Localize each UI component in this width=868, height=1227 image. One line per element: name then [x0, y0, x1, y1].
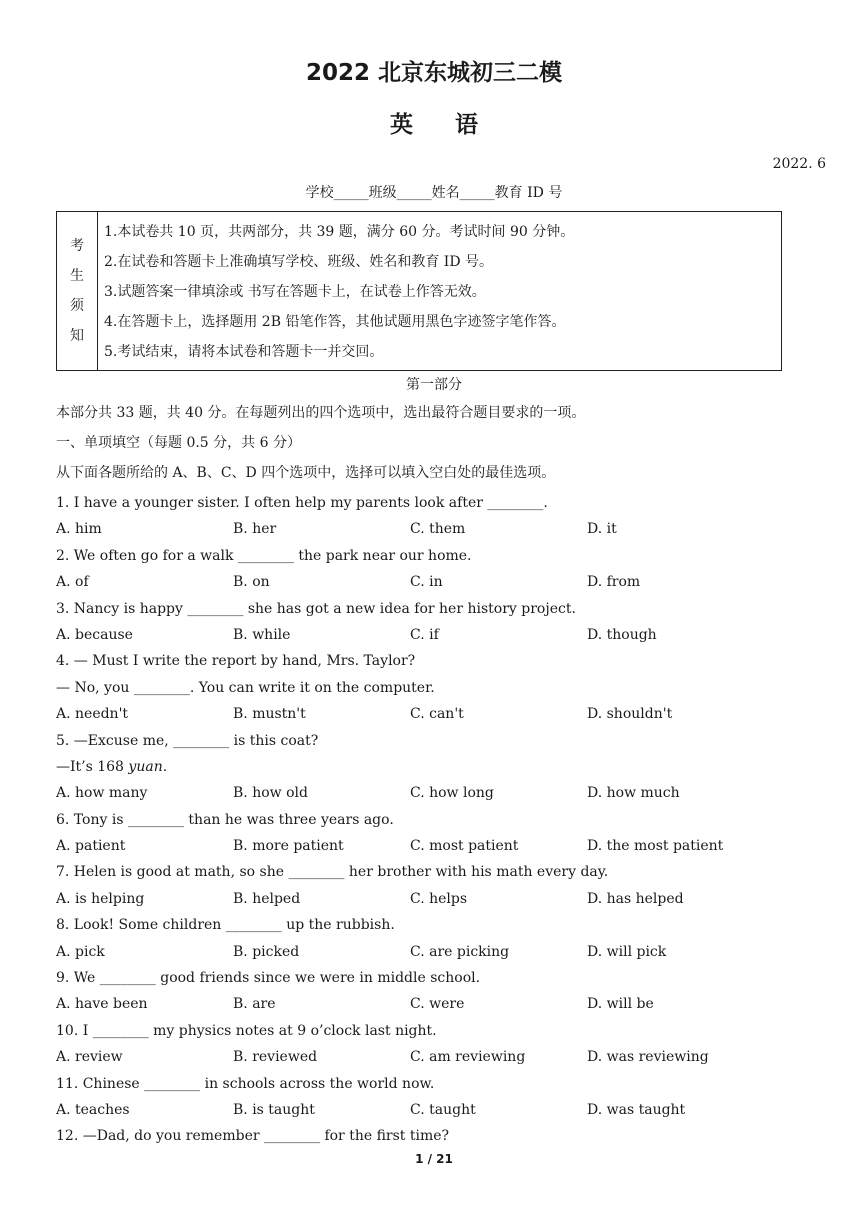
answer-option: B. more patient	[233, 838, 344, 855]
answer-option: B. is taught	[233, 1101, 315, 1118]
question-item	[56, 651, 816, 730]
answer-option: A. because	[56, 626, 133, 643]
answer-options	[56, 942, 816, 968]
notice-label-char: 考	[70, 238, 84, 254]
answer-options	[56, 704, 816, 730]
question-item	[56, 810, 816, 863]
answer-options	[56, 572, 816, 598]
answer-option: C. how long	[410, 785, 494, 802]
answer-option: C. were	[410, 996, 465, 1013]
answer-option: A. review	[56, 1049, 123, 1066]
answer-option: C. most patient	[410, 838, 519, 855]
question-item	[56, 599, 816, 652]
question-stem: —It’s 168 yuan.	[56, 758, 168, 775]
question-stem: 11. Chinese ________ in schools across the world now.	[56, 1075, 435, 1092]
part-intro: 本部分共 33 题，共 40 分。在每题列出的四个选项中，选出最符合题目要求的一项。	[56, 405, 586, 421]
question-stem: 4. — Must I write the report by hand, Mrs. Taylor?	[56, 653, 416, 670]
question-item	[56, 731, 816, 810]
section-instruction: 从下面各题所给的 A、B、C、D 四个选项中，选择可以填入空白处的最佳选项。	[56, 465, 556, 481]
question-stem: 5. —Excuse me, ________ is this coat?	[56, 732, 319, 749]
question-item	[56, 493, 816, 546]
exam-title: 2022 北京东城初三二模	[305, 60, 563, 86]
notice-item: 4.在答题卡上，选择题用 2B 铅笔作答，其他试题用黑色字迹签字笔作答。	[104, 314, 566, 330]
answer-option: D. was taught	[587, 1101, 686, 1118]
answer-option: C. taught	[410, 1101, 476, 1118]
answer-option: B. on	[233, 574, 270, 591]
answer-options	[56, 783, 816, 809]
question-stem: 3. Nancy is happy ________ she has got a new idea for her history project.	[56, 600, 576, 617]
answer-option: A. pick	[56, 943, 105, 960]
notice-item: 2.在试卷和答题卡上准确填写学校、班级、姓名和教育 ID 号。	[104, 254, 494, 270]
part-one-content	[56, 403, 816, 1153]
answer-option: A. needn't	[56, 706, 129, 723]
answer-option: C. them	[410, 521, 466, 538]
answer-option: B. helped	[233, 890, 301, 907]
question-item	[56, 968, 816, 1021]
answer-option: A. him	[56, 521, 102, 538]
answer-option: A. how many	[56, 785, 148, 802]
answer-options	[56, 625, 816, 651]
answer-option: C. can't	[410, 706, 464, 723]
answer-option: D. will be	[587, 996, 654, 1013]
answer-options	[56, 836, 816, 862]
question-stem: 6. Tony is ________ than he was three years ago.	[56, 811, 394, 828]
question-stem: 10. I ________ my physics notes at 9 o’clock last night.	[56, 1022, 437, 1039]
question-item	[56, 915, 816, 968]
answer-option: D. was reviewing	[587, 1049, 709, 1066]
answer-option: B. her	[233, 521, 277, 538]
question-item	[56, 1126, 816, 1152]
answer-option: D. will pick	[587, 943, 667, 960]
notice-items	[98, 212, 574, 370]
answer-option: D. shouldn't	[587, 706, 673, 723]
answer-option: A. teaches	[56, 1101, 130, 1118]
answer-option: A. patient	[56, 838, 126, 855]
student-info-line: 学校_____班级_____姓名_____教育 ID 号	[305, 185, 563, 201]
answer-option: B. reviewed	[233, 1049, 318, 1066]
question-stem: 9. We ________ good friends since we were in middle school.	[56, 970, 481, 987]
question-item	[56, 546, 816, 599]
question-item	[56, 862, 816, 915]
answer-option: D. has helped	[587, 890, 684, 907]
notice-item: 3.试题答案一律填涂或 书写在答题卡上，在试卷上作答无效。	[104, 284, 486, 300]
question-item	[56, 1021, 816, 1074]
notice-item: 5.考试结束，请将本试卷和答题卡一并交回。	[104, 344, 384, 360]
answer-options	[56, 1100, 816, 1126]
answer-option: D. it	[587, 521, 617, 538]
answer-option: B. while	[233, 626, 291, 643]
answer-options	[56, 994, 816, 1020]
subject-title: 英语	[390, 112, 520, 138]
question-stem: 7. Helen is good at math, so she ________ her brother with his math every day.	[56, 864, 609, 881]
answer-options	[56, 1047, 816, 1073]
answer-option: D. the most patient	[587, 838, 724, 855]
notice-label	[57, 212, 98, 370]
question-stem: 2. We often go for a walk ________ the park near our home.	[56, 547, 472, 564]
page-number: 1 / 21	[415, 1152, 453, 1166]
answer-option: B. picked	[233, 943, 300, 960]
question-stem: 12. —Dad, do you remember ________ for the first time?	[56, 1128, 450, 1145]
answer-option: D. how much	[587, 785, 680, 802]
answer-options	[56, 519, 816, 545]
notice-label-char: 生	[70, 268, 84, 284]
answer-option: A. is helping	[56, 890, 145, 907]
answer-options	[56, 889, 816, 915]
exam-date: 2022. 6	[772, 156, 826, 172]
part-one-title: 第一部分	[406, 377, 462, 393]
answer-option: D. from	[587, 574, 641, 591]
answer-option: B. are	[233, 996, 276, 1013]
answer-option: B. how old	[233, 785, 308, 802]
notice-item: 1.本试卷共 10 页，共两部分，共 39 题，满分 60 分。考试时间 90 分钟。	[104, 224, 575, 240]
answer-option: C. helps	[410, 890, 468, 907]
notice-label-char: 须	[70, 298, 84, 314]
question-stem: 1. I have a younger sister. I often help my parents look after ________.	[56, 495, 548, 511]
exam-notice-box	[56, 211, 782, 371]
question-stem: — No, you ________. You can write it on the computer.	[56, 679, 435, 696]
answer-option: C. am reviewing	[410, 1049, 526, 1066]
question-list	[56, 493, 816, 1153]
answer-option: A. of	[56, 574, 89, 591]
answer-option: C. in	[410, 574, 443, 591]
answer-option: C. are picking	[410, 943, 510, 960]
question-stem: 8. Look! Some children ________ up the rubbish.	[56, 917, 395, 934]
notice-label-char: 知	[70, 328, 84, 344]
answer-option: C. if	[410, 626, 439, 643]
answer-option: D. though	[587, 626, 657, 643]
answer-option: A. have been	[56, 996, 148, 1013]
answer-option: B. mustn't	[233, 706, 306, 723]
question-item	[56, 1074, 816, 1127]
section-heading: 一、单项填空（每题 0.5 分，共 6 分）	[56, 435, 301, 451]
